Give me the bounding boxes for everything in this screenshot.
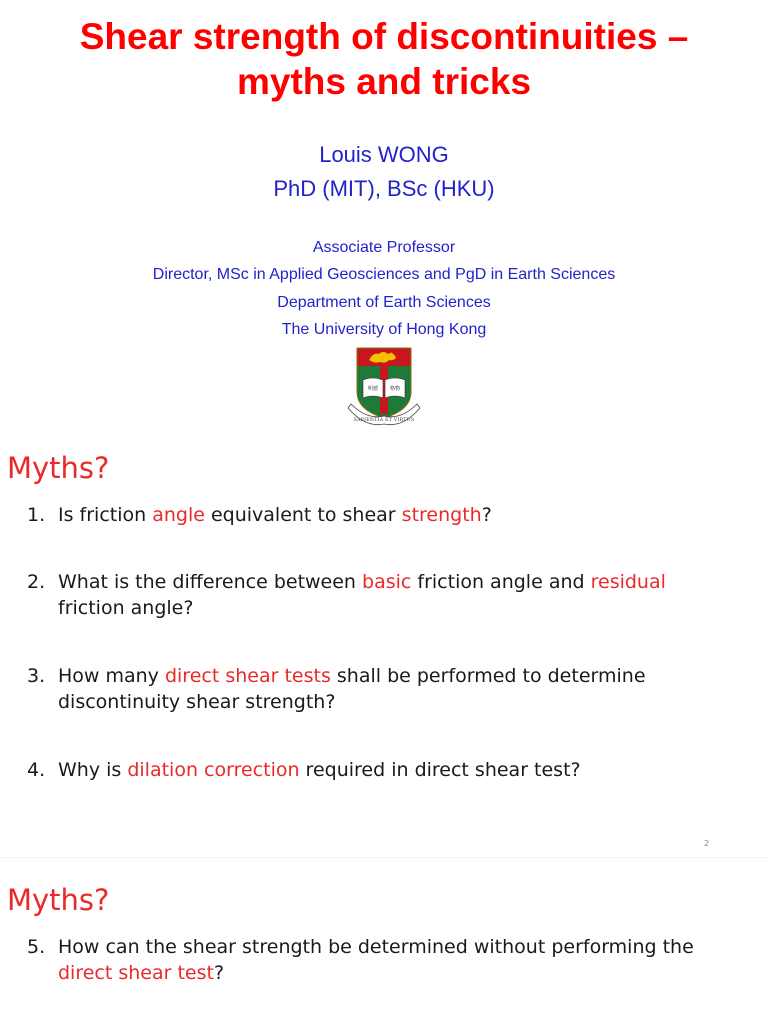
affiliation-title: Associate Professor <box>312 239 456 256</box>
title-slide <box>0 0 768 430</box>
page-number: 2 <box>704 839 710 848</box>
question-text: Why is dilation correction required in direct shear test? <box>58 759 581 781</box>
question-number: 1. <box>27 504 46 526</box>
author-name: Louis WONG <box>319 142 449 167</box>
highlight-term: dilation correction <box>127 759 300 781</box>
question-1 <box>27 502 727 528</box>
question-text: How can the shear strength be determined without performing the direct shear test? <box>58 936 694 984</box>
question-number: 3. <box>27 665 46 687</box>
question-text: How many direct shear tests shall be performed to determine discontinuity shear strength? <box>58 665 646 713</box>
university-crest-logo <box>345 344 423 428</box>
question-text: What is the difference between basic friction angle and residual friction angle? <box>58 571 666 619</box>
question-3 <box>27 663 727 715</box>
question-number: 4. <box>27 759 46 781</box>
highlight-term: residual <box>590 571 666 593</box>
highlight-term: strength <box>401 504 482 526</box>
affiliation-block <box>0 234 768 343</box>
highlight-term: direct shear tests <box>164 665 331 687</box>
slide-divider <box>0 857 768 858</box>
author-block <box>0 138 768 206</box>
question-2 <box>27 569 727 621</box>
author-degrees: PhD (MIT), BSc (HKU) <box>273 176 495 201</box>
svg-text:明德: 明德 <box>367 386 379 392</box>
question-4 <box>27 757 727 783</box>
highlight-term: basic <box>362 571 412 593</box>
svg-text:格物: 格物 <box>389 386 401 392</box>
myths-slide <box>0 430 768 850</box>
question-number: 5. <box>27 936 46 958</box>
highlight-term: direct shear test <box>58 962 214 984</box>
slide-title <box>0 14 768 104</box>
title-line-2: myths and tricks <box>236 61 532 102</box>
affiliation-university: The University of Hong Kong <box>281 320 487 338</box>
highlight-term: angle <box>152 504 205 526</box>
myths-heading: Myths? <box>7 451 110 485</box>
question-5 <box>27 934 727 986</box>
affiliation-role: Director, MSc in Applied Geosciences and PgD in Earth Sciences <box>152 266 616 284</box>
question-number: 2. <box>27 571 46 593</box>
affiliation-department: Department of Earth Sciences <box>277 293 491 311</box>
myths-heading: Myths? <box>7 883 110 917</box>
title-line-1: Shear strength of discontinuities – <box>79 16 689 57</box>
svg-text:SAPIENTIA ET VIRTUS: SAPIENTIA ET VIRTUS <box>353 418 415 423</box>
question-text: Is friction angle equivalent to shear strength? <box>58 504 492 526</box>
